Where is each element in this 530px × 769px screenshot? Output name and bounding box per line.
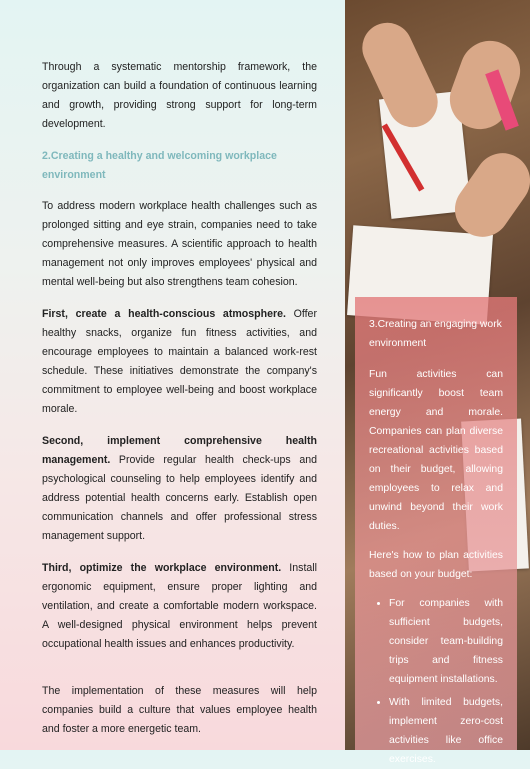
- point-three-lead: Third, optimize the workplace environment.: [42, 562, 282, 574]
- section-intro: To address modern workplace health challenges such as prolonged sitting and eye strain, companies need to take comprehensive measures. A scientific approach to health management not only improves employees' physical and mental well-being but also strengthens team cohesion.: [42, 200, 317, 288]
- point-one-lead: First, create a health-conscious atmosphere.: [42, 308, 286, 320]
- intro-paragraph: Through a systematic mentorship framework, the organization can build a foundation of continuous learning and growth, providing strong support for long-term development.: [42, 61, 317, 130]
- list-item: • With limited budgets, implement zero-cost activities like office exercises.: [389, 693, 503, 769]
- list-item: • For companies with sufficient budgets, consider team-building trips and fitness equipment installations.: [389, 594, 503, 689]
- point-one-text: Offer healthy snacks, organize fun fitness activities, and encourage employees to maintain a balanced work-rest schedule. These initiatives demonstrate the company's commitment to employee well-being and boost workplace morale.: [42, 308, 317, 415]
- budget-list: [369, 594, 503, 769]
- panel-lead: Here's how to plan activities based on your budget:: [369, 550, 503, 580]
- point-three: [42, 559, 317, 654]
- photo-hand: [354, 15, 446, 136]
- main-column: [42, 58, 317, 752]
- point-two-lead: Second, implement comprehensive health management.: [42, 435, 317, 466]
- point-three-text: Install ergonomic equipment, ensure proper lighting and ventilation, and create a comfortable modern workspace. A well-designed physical environment helps prevent occupational health issues and enhances productivity.: [42, 562, 317, 650]
- panel-paragraph: Fun activities can significantly boost team energy and morale. Companies can plan diverse recreational activities based on their budget, allowing employees to relax and unwind beyond their work duties.: [369, 369, 503, 532]
- conclusion-paragraph: The implementation of these measures will help companies build a culture that values employee health and foster a more energetic team.: [42, 685, 317, 735]
- panel-heading: 3.Creating an engaging work environment: [369, 319, 502, 349]
- section-heading: 2.Creating a healthy and welcoming workplace environment: [42, 150, 277, 181]
- point-one: [42, 305, 317, 419]
- activities-panel: [355, 297, 517, 765]
- point-two: [42, 432, 317, 546]
- point-two-text: Provide regular health check-ups and psychological counseling to help employees identify and address potential health concerns early. Establish open communication channels and offer professional stress management support.: [42, 454, 317, 542]
